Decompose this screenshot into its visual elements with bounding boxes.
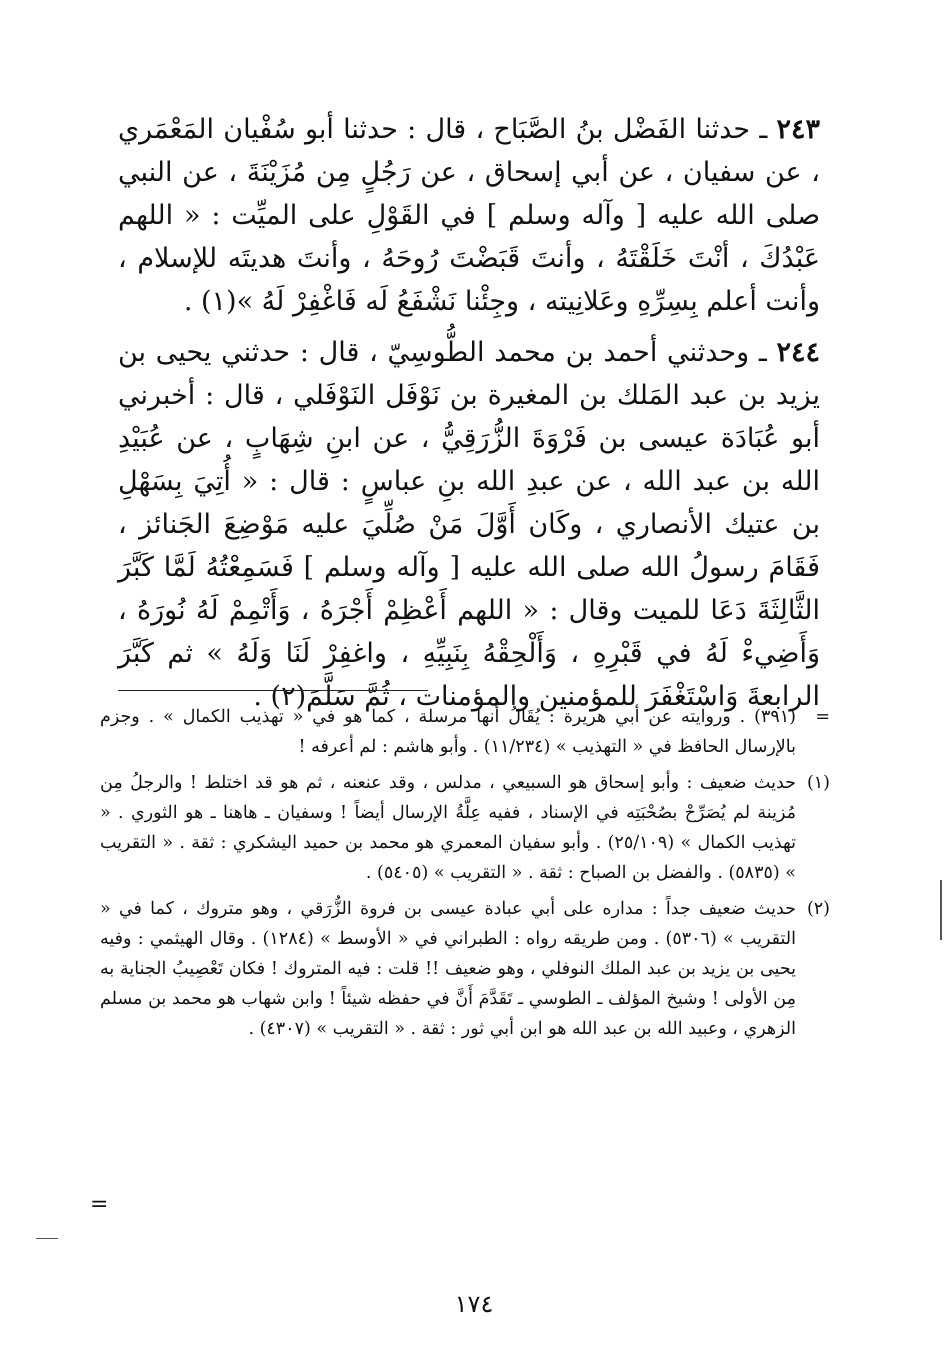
footnote-text: حديث ضعيف جداً : مداره على أبي عبادة عيسى بن فروة الزُّرَقي ، وهو متروك ، كما في « التقريب » (٥٣٠٦) . ومن طريقه رواه : الطبراني في « الأوسط » (١٢٨٤) . وقال الهيثمي : وفيه يحيى بن يزيد بن عبد الملك النوفلي ، وهو ضعيف !! قلت : فيه المتروك ! فكان تَعْصِيبُ الجناية به مِن الأولى ! وشيخ المؤلف ـ الطوسي ـ تَقَدَّمَ أَنَّ في حفظه شيئاً ! وابن شهاب هو محمد بن مسلم الزهري ، وعبيد الله بن عبد الله هو ابن أبي ثور : ثقة . « التقريب » (٤٣٠٧) . <box>100 899 797 1039</box>
footnote-2 <box>100 894 830 1044</box>
hadith-paragraph-244 <box>118 331 820 718</box>
footnote-mark: (٢) <box>806 899 830 919</box>
scan-edge-mark <box>940 880 942 940</box>
footnote-text: (٣٩١) . وروايته عن أبي هريرة : يُقَالُ أنها مرسلة ، كما هو في « تهذيب الكمال » . وجزم بالإرسال الحافظ في « التهذيب » (١١/٢٣٤) . وأبو هاشم : لم أعرفه ! <box>100 707 796 757</box>
page-number: ١٧٤ <box>454 1290 494 1318</box>
footnote-mark: (١) <box>806 773 830 793</box>
hadith-number: ٢٤٤ <box>776 337 820 368</box>
footnote-1 <box>100 768 830 888</box>
main-text <box>118 108 820 726</box>
continuation-mark: = <box>90 1192 109 1217</box>
footnote-mark: = <box>815 707 830 727</box>
footnote-continued <box>100 702 830 762</box>
scan-edge-mark <box>36 1238 58 1239</box>
hadith-number: ٢٤٣ <box>776 114 820 145</box>
footnote-text: حديث ضعيف : وأبو إسحاق هو السبيعي ، مدلس ، وقد عنعنه ، ثم هو قد اختلط ! والرجلُ مِن مُزينة لم يُصَرِّحْ بصُحْبَتِه في الإسناد ، ففيه عِلَّةُ الإرسال أيضاً ! وسفيان ـ هاهنا ـ هو الثوري . « تهذيب الكمال » (٢٥/١٠٩) . وأبو سفيان المعمري هو محمد بن حميد اليشكري : ثقة . « التقريب » (٥٨٣٥) . والفضل بن الصباح : ثقة . « التقريب » (٥٤٠٥) . <box>100 773 796 883</box>
hadith-text: ـ حدثنا الفَضْل بنُ الصَّبَاح ، قال : حدثنا أبو سُفْيان المَعْمَري ، عن سفيان ، عن أبي إسحاق ، عن رَجُلٍ مِن مُزَيْنَةَ ، عن النبي صلى الله عليه [ وآله وسلم ] في القَوْلِ على الميِّت : « اللهم عَبْدُكَ ، أنْتَ خَلَقْتَهُ ، وأنتَ قَبَضْتَ رُوحَهُ ، وأنتَ هديتَه للإسلام ، وأنت أعلم بِسِرِّهِ وعَلانِيته ، وجِئْنا نَشْفَعُ لَه فَاغْفِرْ لَهُ »(١) . <box>118 114 820 317</box>
footnotes <box>100 702 830 1050</box>
footnote-separator <box>118 690 428 691</box>
hadith-paragraph-243 <box>118 108 820 323</box>
hadith-text: ـ وحدثني أحمد بن محمد الطُّوسِيّ ، قال : حدثني يحيى بن يزيد بن عبد المَلك بن المغيرة بن نَوْفَل النَوْفَلي ، قال : أخبرني أبو عُبَادَة عيسى بن فَرْوَةَ الزُّرَقِيُّ ، عن ابنِ شِهَابٍ ، عن عُبَيْدِ الله بن عبد الله ، عن عبدِ الله بنِ عباسٍ : قال : « أُتِيَ بِسَهْلِ بن عتيك الأنصاري ، وكَان أَوَّلَ مَنْ صُلِّيَ عليه مَوْضِعَ الجَنائز ، فَقَامَ رسولُ الله صلى الله عليه [ وآله وسلم ] فَسَمِعْتُهُ لَمَّا كَبَّرَ الثَّالِثَةَ دَعَا للميت وقال : « اللهم أَعْظِمْ أَجْرَهُ ، وَأَتْمِمْ لَهُ نُورَهُ ، وَأَضِيءْ لَهُ في قَبْرِهِ ، وَأَلْحِقْهُ بِنَبِيِّهِ ، واغفِرْ لَنَا وَلَهُ » ثم كَبَّرَ الرابعةَ وَاسْتَغْفَرَ للمؤمنين والمؤمنات ، ثُمَّ سَلَّمَ(٢) . <box>118 337 820 712</box>
